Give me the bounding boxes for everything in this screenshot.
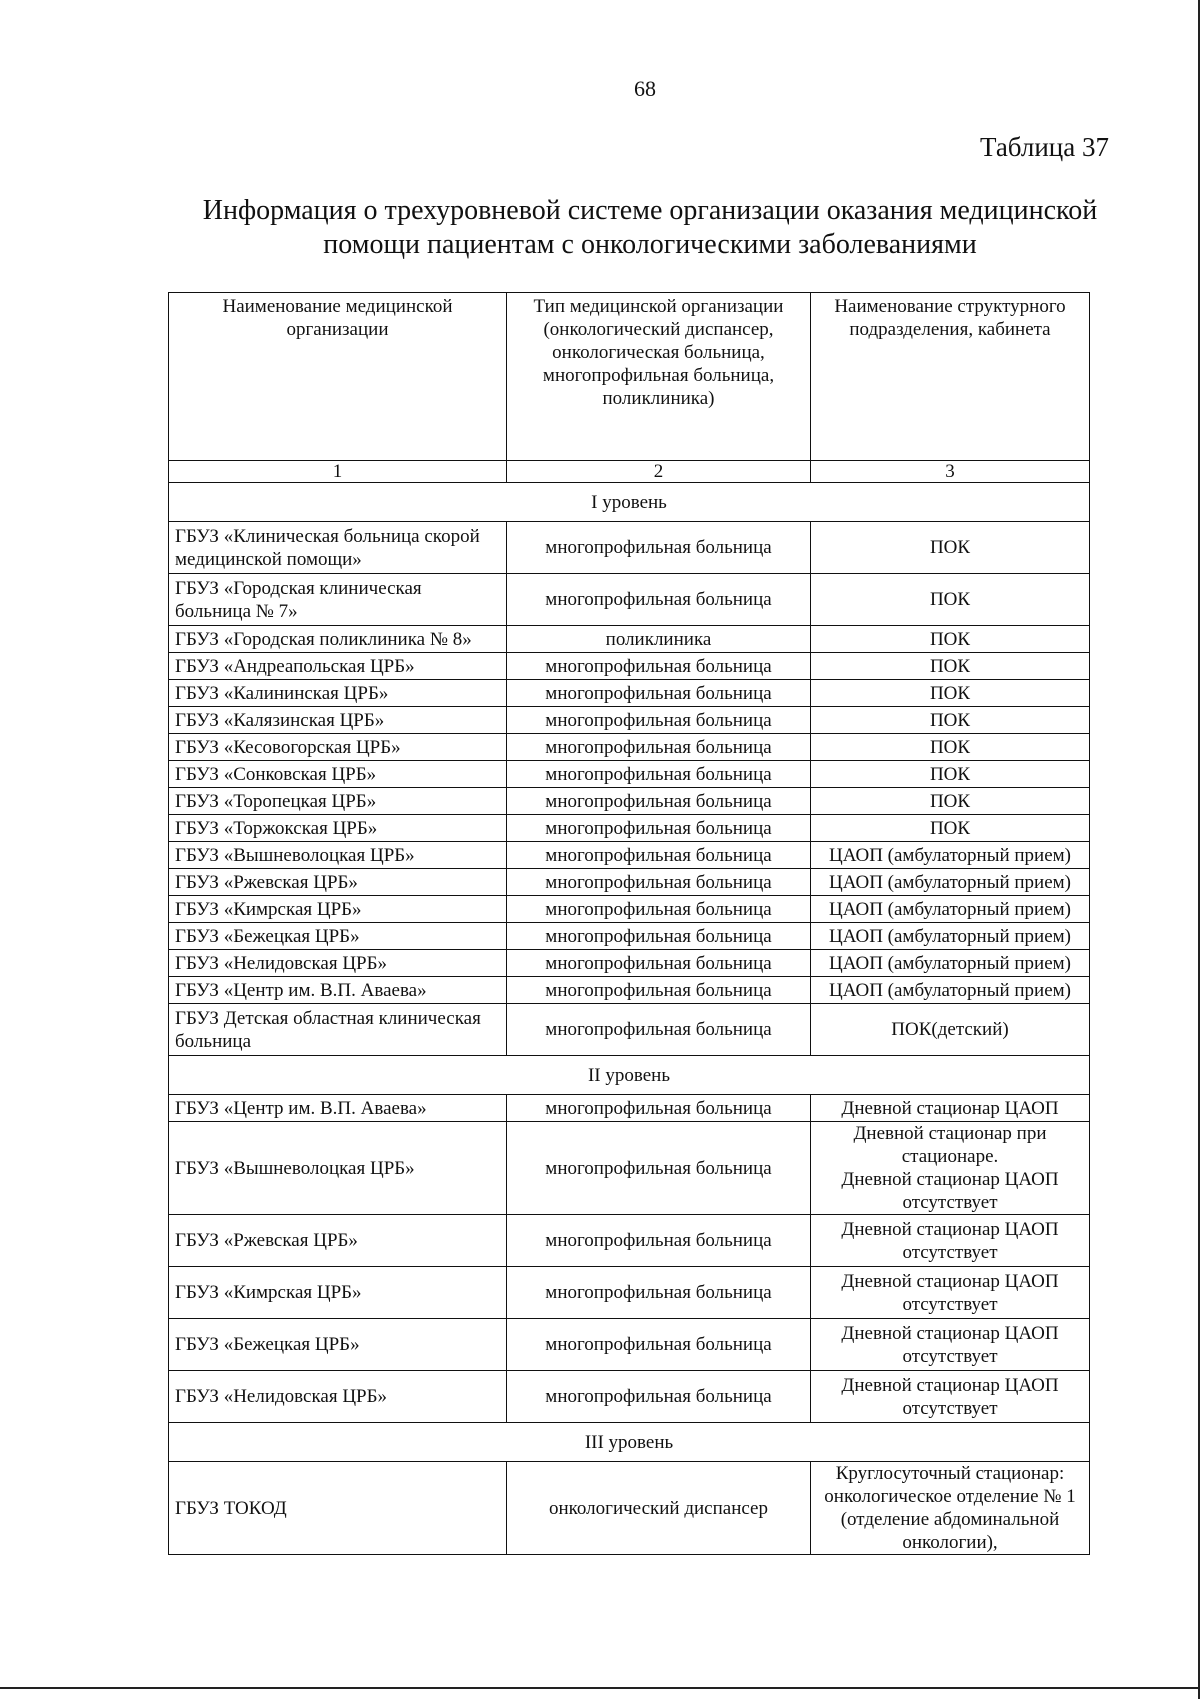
organization-type: многопрофильная больница xyxy=(507,896,811,923)
column-number: 2 xyxy=(507,461,811,483)
organization-type: многопрофильная больница xyxy=(507,653,811,680)
structural-unit: ЦАОП (амбулаторный прием) xyxy=(811,977,1090,1004)
structural-unit xyxy=(811,1267,1090,1319)
organization-type: многопрофильная больница xyxy=(507,1371,811,1423)
organization-type: многопрофильная больница xyxy=(507,1267,811,1319)
table-row xyxy=(169,815,1090,842)
structural-unit xyxy=(811,1319,1090,1371)
organization-name: ГБУЗ «Ржевская ЦРБ» xyxy=(169,869,507,896)
header-col-3: Наименование структурного подразделения, кабинета xyxy=(811,293,1090,461)
table-row xyxy=(169,522,1090,574)
table-row xyxy=(169,1122,1090,1215)
table-row xyxy=(169,1462,1090,1555)
organization-type: поликлиника xyxy=(507,626,811,653)
organization-type: многопрофильная больница xyxy=(507,761,811,788)
level-heading-row xyxy=(169,1423,1090,1462)
table-row xyxy=(169,734,1090,761)
structural-unit: ПОК(детский) xyxy=(811,1004,1090,1056)
structural-unit: ПОК xyxy=(811,574,1090,626)
organization-type: многопрофильная больница xyxy=(507,707,811,734)
header-col-1: Наименование медицинской организации xyxy=(169,293,507,461)
table-row xyxy=(169,574,1090,626)
table-row xyxy=(169,1004,1090,1056)
organization-name: ГБУЗ «Калининская ЦРБ» xyxy=(169,680,507,707)
structural-unit xyxy=(811,1122,1090,1215)
table-row xyxy=(169,1267,1090,1319)
oncology-levels-table xyxy=(168,292,1090,1555)
table-row xyxy=(169,788,1090,815)
table-row xyxy=(169,842,1090,869)
structural-unit-line: Дневной стационар ЦАОП отсутствует xyxy=(841,1322,1059,1367)
organization-type: многопрофильная больница xyxy=(507,734,811,761)
organization-type: многопрофильная больница xyxy=(507,950,811,977)
structural-unit-line: Дневной стационар при стационаре. xyxy=(853,1123,1047,1167)
organization-type: многопрофильная больница xyxy=(507,1215,811,1267)
structural-unit: ЦАОП (амбулаторный прием) xyxy=(811,842,1090,869)
level-heading: II уровень xyxy=(169,1056,1090,1095)
organization-name: ГБУЗ «Городская поликлиника № 8» xyxy=(169,626,507,653)
table-row xyxy=(169,1095,1090,1122)
column-number: 1 xyxy=(169,461,507,483)
organization-type: многопрофильная больница xyxy=(507,574,811,626)
organization-name: ГБУЗ «Андреапольская ЦРБ» xyxy=(169,653,507,680)
page-number: 68 xyxy=(634,76,656,101)
structural-unit: ЦАОП (амбулаторный прием) xyxy=(811,896,1090,923)
organization-name: ГБУЗ «Городская клиническая больница № 7» xyxy=(169,574,507,626)
structural-unit: ЦАОП (амбулаторный прием) xyxy=(811,869,1090,896)
organization-type: многопрофильная больница xyxy=(507,788,811,815)
organization-name: ГБУЗ Детская областная клиническая больница xyxy=(169,1004,507,1056)
structural-unit xyxy=(811,1095,1090,1122)
title-line-2: помощи пациентам с онкологическими заболеваниями xyxy=(323,229,977,260)
table-row xyxy=(169,950,1090,977)
structural-unit: ПОК xyxy=(811,788,1090,815)
organization-type: многопрофильная больница xyxy=(507,680,811,707)
organization-name: ГБУЗ «Кимрская ЦРБ» xyxy=(169,1267,507,1319)
organization-type: многопрофильная больница xyxy=(507,1122,811,1215)
organization-name: ГБУЗ «Вышневолоцкая ЦРБ» xyxy=(169,842,507,869)
table-row xyxy=(169,653,1090,680)
organization-type: многопрофильная больница xyxy=(507,923,811,950)
level-heading-row xyxy=(169,483,1090,522)
organization-type: многопрофильная больница xyxy=(507,1004,811,1056)
column-number-row xyxy=(169,461,1090,483)
table-row xyxy=(169,1215,1090,1267)
table-row xyxy=(169,761,1090,788)
table-row xyxy=(169,923,1090,950)
organization-type: многопрофильная больница xyxy=(507,522,811,574)
organization-name: ГБУЗ «Центр им. В.П. Аваева» xyxy=(169,977,507,1004)
table-label: Таблица 37 xyxy=(980,132,1109,162)
table-row xyxy=(169,869,1090,896)
structural-unit: ЦАОП (амбулаторный прием) xyxy=(811,950,1090,977)
organization-name: ГБУЗ «Бежецкая ЦРБ» xyxy=(169,1319,507,1371)
title-line-1: Информация о трехуровневой системе организации оказания медицинской xyxy=(202,195,1098,226)
structural-unit: ПОК xyxy=(811,653,1090,680)
organization-name: ГБУЗ ТОКОД xyxy=(169,1462,507,1555)
organization-name: ГБУЗ «Бежецкая ЦРБ» xyxy=(169,923,507,950)
document-title xyxy=(150,194,1150,262)
structural-unit-line: Дневной стационар ЦАОП отсутствует xyxy=(841,1169,1059,1213)
organization-name: ГБУЗ «Сонковская ЦРБ» xyxy=(169,761,507,788)
structural-unit: ПОК xyxy=(811,815,1090,842)
organization-type: многопрофильная больница xyxy=(507,815,811,842)
structural-unit: ПОК xyxy=(811,626,1090,653)
organization-type: многопрофильная больница xyxy=(507,977,811,1004)
organization-name: ГБУЗ «Клиническая больница скорой медицинской помощи» xyxy=(169,522,507,574)
table-row xyxy=(169,626,1090,653)
structural-unit xyxy=(811,1462,1090,1555)
structural-unit-line: Круглосуточный стационар: онкологическое отделение № 1 (отделение абдоминальной онкологии), xyxy=(824,1463,1076,1553)
organization-name: ГБУЗ «Нелидовская ЦРБ» xyxy=(169,1371,507,1423)
structural-unit-line: Дневной стационар ЦАОП отсутствует xyxy=(841,1374,1059,1419)
structural-unit: ЦАОП (амбулаторный прием) xyxy=(811,923,1090,950)
organization-name: ГБУЗ «Нелидовская ЦРБ» xyxy=(169,950,507,977)
organization-name: ГБУЗ «Кимрская ЦРБ» xyxy=(169,896,507,923)
scan-bottom-edge xyxy=(0,1687,1200,1689)
organization-type: многопрофильная больница xyxy=(507,842,811,869)
level-heading-row xyxy=(169,1056,1090,1095)
table-row xyxy=(169,1371,1090,1423)
organization-name: ГБУЗ «Торопецкая ЦРБ» xyxy=(169,788,507,815)
structural-unit-line: Дневной стационар ЦАОП xyxy=(841,1097,1059,1119)
table-row xyxy=(169,1319,1090,1371)
structural-unit xyxy=(811,1215,1090,1267)
organization-name: ГБУЗ «Вышневолоцкая ЦРБ» xyxy=(169,1122,507,1215)
organization-name: ГБУЗ «Кесовогорская ЦРБ» xyxy=(169,734,507,761)
structural-unit xyxy=(811,1371,1090,1423)
structural-unit-line: Дневной стационар ЦАОП отсутствует xyxy=(841,1218,1059,1263)
level-heading: III уровень xyxy=(169,1423,1090,1462)
table-header-row xyxy=(169,293,1090,461)
organization-name: ГБУЗ «Ржевская ЦРБ» xyxy=(169,1215,507,1267)
structural-unit: ПОК xyxy=(811,680,1090,707)
organization-name: ГБУЗ «Центр им. В.П. Аваева» xyxy=(169,1095,507,1122)
structural-unit: ПОК xyxy=(811,707,1090,734)
organization-type: многопрофильная больница xyxy=(507,1095,811,1122)
structural-unit: ПОК xyxy=(811,522,1090,574)
structural-unit: ПОК xyxy=(811,761,1090,788)
organization-type: многопрофильная больница xyxy=(507,869,811,896)
table-row xyxy=(169,896,1090,923)
table-row xyxy=(169,680,1090,707)
structural-unit-line: Дневной стационар ЦАОП отсутствует xyxy=(841,1270,1059,1315)
level-heading: I уровень xyxy=(169,483,1090,522)
table-row xyxy=(169,707,1090,734)
column-number: 3 xyxy=(811,461,1090,483)
organization-type: онкологический диспансер xyxy=(507,1462,811,1555)
organization-name: ГБУЗ «Торжокская ЦРБ» xyxy=(169,815,507,842)
organization-name: ГБУЗ «Калязинская ЦРБ» xyxy=(169,707,507,734)
table-row xyxy=(169,977,1090,1004)
organization-type: многопрофильная больница xyxy=(507,1319,811,1371)
structural-unit: ПОК xyxy=(811,734,1090,761)
header-col-2: Тип медицинской организации (онкологический диспансер, онкологическая больница, многопрофильная больница, поликлиника) xyxy=(507,293,811,461)
